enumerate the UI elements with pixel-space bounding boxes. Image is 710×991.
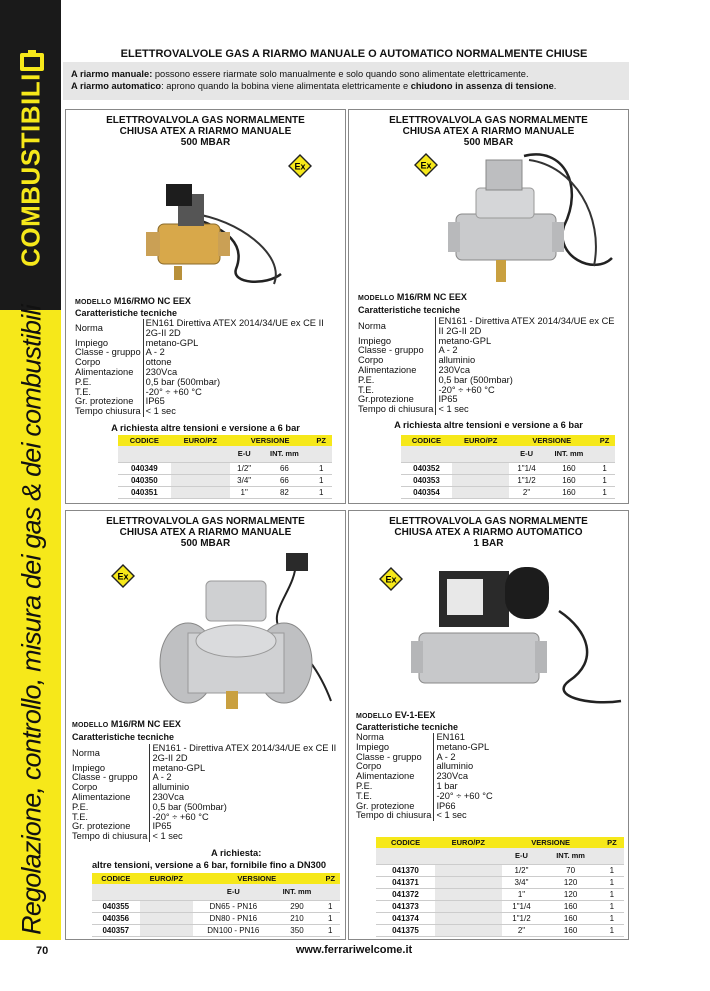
model-name: MODELLO M16/RM NC EEX [358, 292, 467, 302]
flame-icon [18, 47, 46, 75]
intro-line-auto: A riarmo automatico: aprono quando la bobina viene alimentata elettricamente e chiudono in assenza di tensione. [71, 81, 557, 91]
codes-table: CODICE EURO/PZ VERSIONE PZ E-U INT. mm 040349 1/2" 66 1 040350 3/4" 66 1 040351 1" 82 1 [118, 435, 332, 499]
request-note: A richiesta altre tensioni e versione a 6 bar [111, 423, 300, 433]
model-name: MODELLO M16/RMO NC EEX [75, 296, 191, 306]
table-row: 041374 1"1/2 160 1 [376, 912, 624, 924]
intro-line-manual: A riarmo manuale: possono essere riarmate solo manualmente e solo quando sono alimentate elettricamente. [71, 69, 529, 79]
product-card-3 [65, 510, 346, 940]
product-card-2 [348, 109, 629, 504]
table-row: 040352 1"1/4 160 1 [401, 462, 615, 474]
svg-text:Ex: Ex [294, 161, 306, 172]
table-row: 041375 2" 160 1 [376, 924, 624, 936]
table-row: 041373 1"1/4 160 1 [376, 900, 624, 912]
specs-table: Norma EN161 Direttiva ATEX 2014/34/UE ex CE II 2G-II 2D Impiego metano-GPL Classe - gruppo A - 2 Corpo ottone Alimentazione 230Vca P.E. 0,5 bar (500mbar) T.E. -20° ÷ +60 °C Gr. protezione IP65 Tempo chiusura < 1 sec [75, 319, 337, 417]
atex-ex-icon [414, 153, 438, 177]
atex-ex-icon [111, 564, 135, 588]
page-title: ELETTROVALVOLE GAS A RIARMO MANUALE O AUTOMATICO NORMALMENTE CHIUSE [120, 48, 588, 60]
table-row: 040351 1" 82 1 [118, 486, 332, 498]
table-row: 040356 DN80 - PN16 210 1 [92, 912, 340, 924]
table-row: 040354 2" 160 1 [401, 486, 615, 498]
codes-table: CODICE EURO/PZ VERSIONE PZ E-U INT. mm 041370 1/2" 70 1 041371 3/4" 120 1 041372 1" 120 1 041373 1"1/4 160 1 041374 1"1/2 160 1 041375 2" 160 1 [376, 837, 624, 937]
svg-text:Ex: Ex [420, 160, 432, 171]
request-note-title: A richiesta: [211, 848, 262, 858]
table-row: 040353 1"1/2 160 1 [401, 474, 615, 486]
specs-table: Norma EN161 - Direttiva ATEX 2014/34/UE ex CE II 2G-II 2D Impiego metano-GPL Classe - gruppo A - 2 Corpo alluminio Alimentazione 230Vca P.E. 0,5 bar (500mbar) T.E. -20° ÷ +60 °C Gr. protezione IP65 Tempo di chiusura < 1 sec [72, 743, 337, 842]
request-note: A richiesta altre tensioni e versione a 6 bar [394, 420, 583, 430]
product-title: ELETTROVALVOLA GAS NORMALMENTE CHIUSA ATEX A RIARMO MANUALE 500 MBAR [106, 516, 305, 549]
svg-text:Ex: Ex [385, 574, 397, 585]
table-row: 041370 1/2" 70 1 [376, 864, 624, 876]
product-title: ELETTROVALVOLA GAS NORMALMENTE CHIUSA ATEX A RIARMO MANUALE 500 MBAR [389, 115, 588, 148]
table-row: 040355 DN65 - PN16 290 1 [92, 900, 340, 912]
product-card-4 [348, 510, 629, 940]
atex-ex-icon [379, 567, 403, 591]
specs-title: Caratteristiche tecniche [72, 732, 175, 742]
atex-ex-icon [288, 154, 312, 178]
model-name: MODELLO EV-1-EEX [356, 710, 436, 720]
request-note: altre tensioni, versione a 6 bar, fornibile fino a DN300 [92, 860, 327, 870]
section-subtitle: Regolazione, controllo, misura dei gas & dei combustibili [16, 305, 47, 935]
page-number: 70 [36, 945, 49, 957]
intro-box [63, 62, 629, 100]
specs-table: Norma EN161 - Direttiva ATEX 2014/34/UE ex CE II 2G-II 2D Impiego metano-GPL Classe - gruppo A - 2 Corpo alluminio Alimentazione 230Vca P.E. 0,5 bar (500mbar) T.E. -20° ÷ +60 °C Gr.protezione IP65 Tempo di chiusura < 1 sec [358, 317, 620, 415]
codes-table: CODICE EURO/PZ VERSIONE PZ E-U INT. mm 040352 1"1/4 160 1 040353 1"1/2 160 1 040354 2" 160 1 [401, 435, 615, 499]
specs-title: Caratteristiche tecniche [358, 305, 461, 315]
model-name: MODELLO M16/RM NC EEX [72, 719, 181, 729]
product-card-1 [65, 109, 346, 504]
table-row: 040349 1/2" 66 1 [118, 462, 332, 474]
table-row: 040350 3/4" 66 1 [118, 474, 332, 486]
specs-title: Caratteristiche tecniche [75, 308, 178, 318]
svg-text:Ex: Ex [117, 571, 129, 582]
product-title: ELETTROVALVOLA GAS NORMALMENTE CHIUSA ATEX A RIARMO MANUALE 500 MBAR [106, 115, 305, 148]
valve-brass-photo [136, 174, 286, 292]
product-title: ELETTROVALVOLA GAS NORMALMENTE CHIUSA ATEX A RIARMO AUTOMATICO 1 BAR [389, 516, 588, 549]
table-row: 041371 3/4" 120 1 [376, 876, 624, 888]
specs-table: Norma EN161 Impiego metano-GPL Classe - gruppo A - 2 Corpo alluminio Alimentazione 230Vca P.E. 1 bar T.E. -20° ÷ +60 °C Gr. protezione IP66 Tempo di chiusura < 1 sec [356, 732, 493, 821]
category-label: COMBUSTIBILI [15, 73, 46, 267]
valve-auto-photo [409, 561, 624, 711]
website-link[interactable]: www.ferrariwelcome.it [295, 944, 413, 956]
table-row: 041372 1" 120 1 [376, 888, 624, 900]
codes-table: CODICE EURO/PZ VERSIONE PZ E-U INT. mm 040355 DN65 - PN16 290 1 040356 DN80 - PN16 210 1 040357 DN100 - PN16 350 1 [92, 873, 340, 937]
table-row: 040357 DN100 - PN16 350 1 [92, 924, 340, 936]
specs-title: Caratteristiche tecniche [356, 722, 459, 732]
valve-flanged-photo [146, 551, 336, 716]
valve-aluminium-photo [444, 146, 614, 286]
